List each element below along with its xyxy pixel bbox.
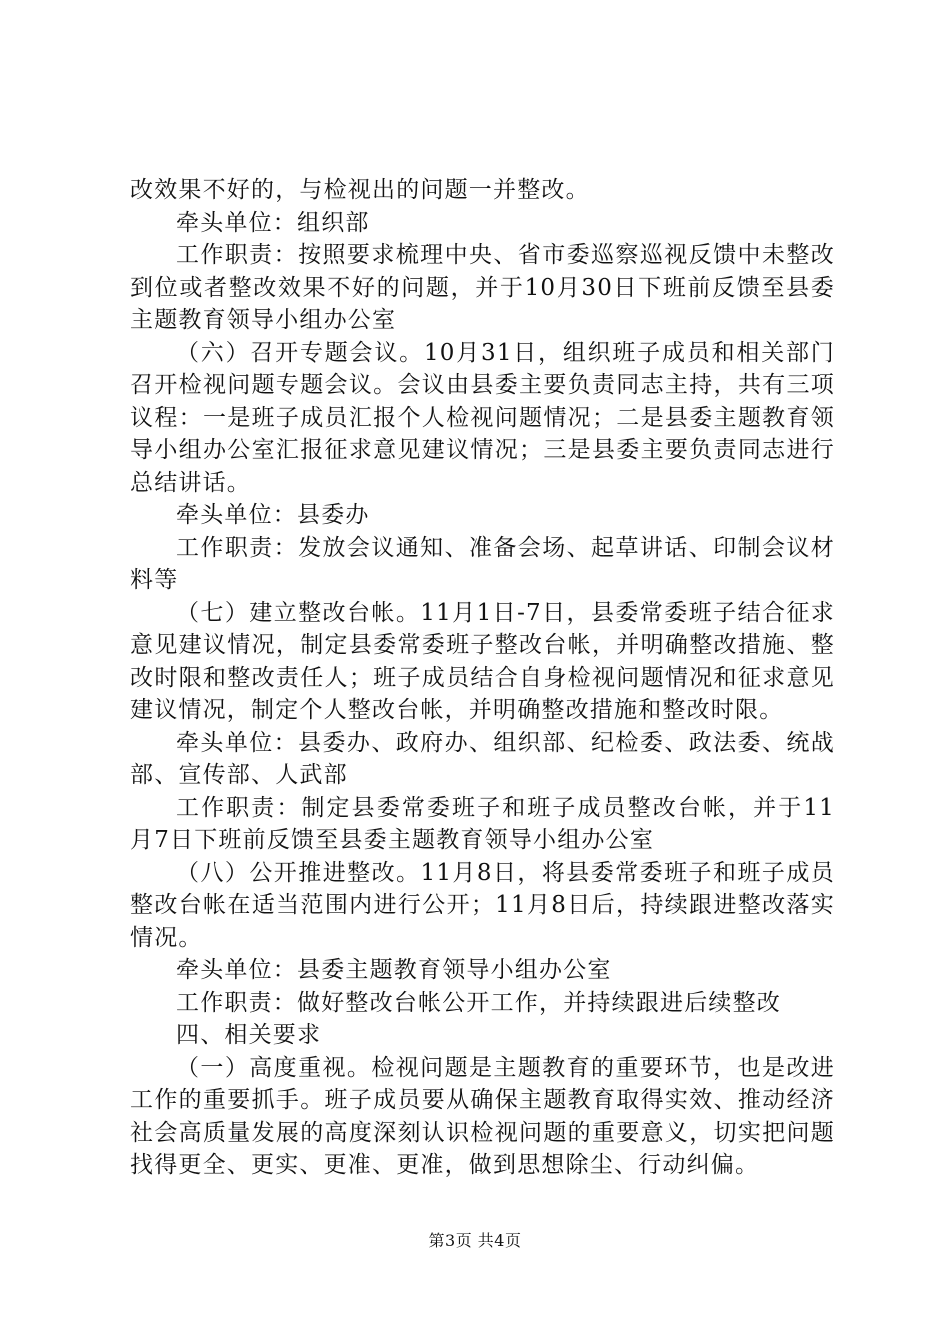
paragraph: 工作职责：制定县委常委班子和班子成员整改台帐，并于11月7日下班前反馈至县委主题教育领导小组办公室	[130, 794, 835, 853]
paragraph: 牵头单位：县委办	[176, 502, 370, 528]
paragraph: （一）高度重视。检视问题是主题教育的重要环节，也是改进工作的重要抓手。班子成员要从确保主题教育取得实效、推动经济社会高质量发展的高度深刻认识检视问题的重要意义，切实把问题找得更全、更实、更准、更准，做到思想除尘、行动纠偏。	[130, 1054, 835, 1178]
paragraph: （七）建立整改台帐。11月1日-7日，县委常委班子结合征求意见建议情况，制定县委常委班子整改台帐，并明确整改措施、整改时限和整改责任人；班子成员结合自身检视问题情况和征求意见建议情况，制定个人整改台帐，并明确整改措施和整改时限。	[130, 599, 835, 723]
page-footer: 第3页 共4页	[428, 1231, 522, 1250]
paragraph: 牵头单位：县委办、政府办、组织部、纪检委、政法委、统战部、宣传部、人武部	[130, 729, 835, 788]
paragraph: 牵头单位：组织部	[176, 209, 370, 236]
paragraph: 改效果不好的，与检视出的问题一并整改。	[130, 177, 590, 203]
paragraph: （八）公开推进整改。11月8日，将县委常委班子和班子成员整改台帐在适当范围内进行公开；11月8日后，持续跟进整改落实情况。	[130, 859, 835, 951]
section-heading: 四、相关要求	[176, 1022, 322, 1048]
paragraph: 工作职责：做好整改台帐公开工作，并持续跟进后续整改	[176, 989, 781, 1016]
document-body	[130, 174, 835, 1182]
paragraph: 牵头单位：县委主题教育领导小组办公室	[176, 957, 612, 983]
paragraph: 工作职责：按照要求梳理中央、省市委巡察巡视反馈中未整改到位或者整改效果不好的问题，并于10月30日下班前反馈至县委主题教育领导小组办公室	[130, 242, 835, 333]
paragraph: 工作职责：发放会议通知、准备会场、起草讲话、印制会议材料等	[130, 534, 835, 593]
paragraph: （六）召开专题会议。10月31日，组织班子成员和相关部门召开检视问题专题会议。会议由县委主要负责同志主持，共有三项议程：一是班子成员汇报个人检视问题情况；二是县委主题教育领导小组办公室汇报征求意见建议情况；三是县委主要负责同志进行总结讲话。	[130, 339, 835, 496]
